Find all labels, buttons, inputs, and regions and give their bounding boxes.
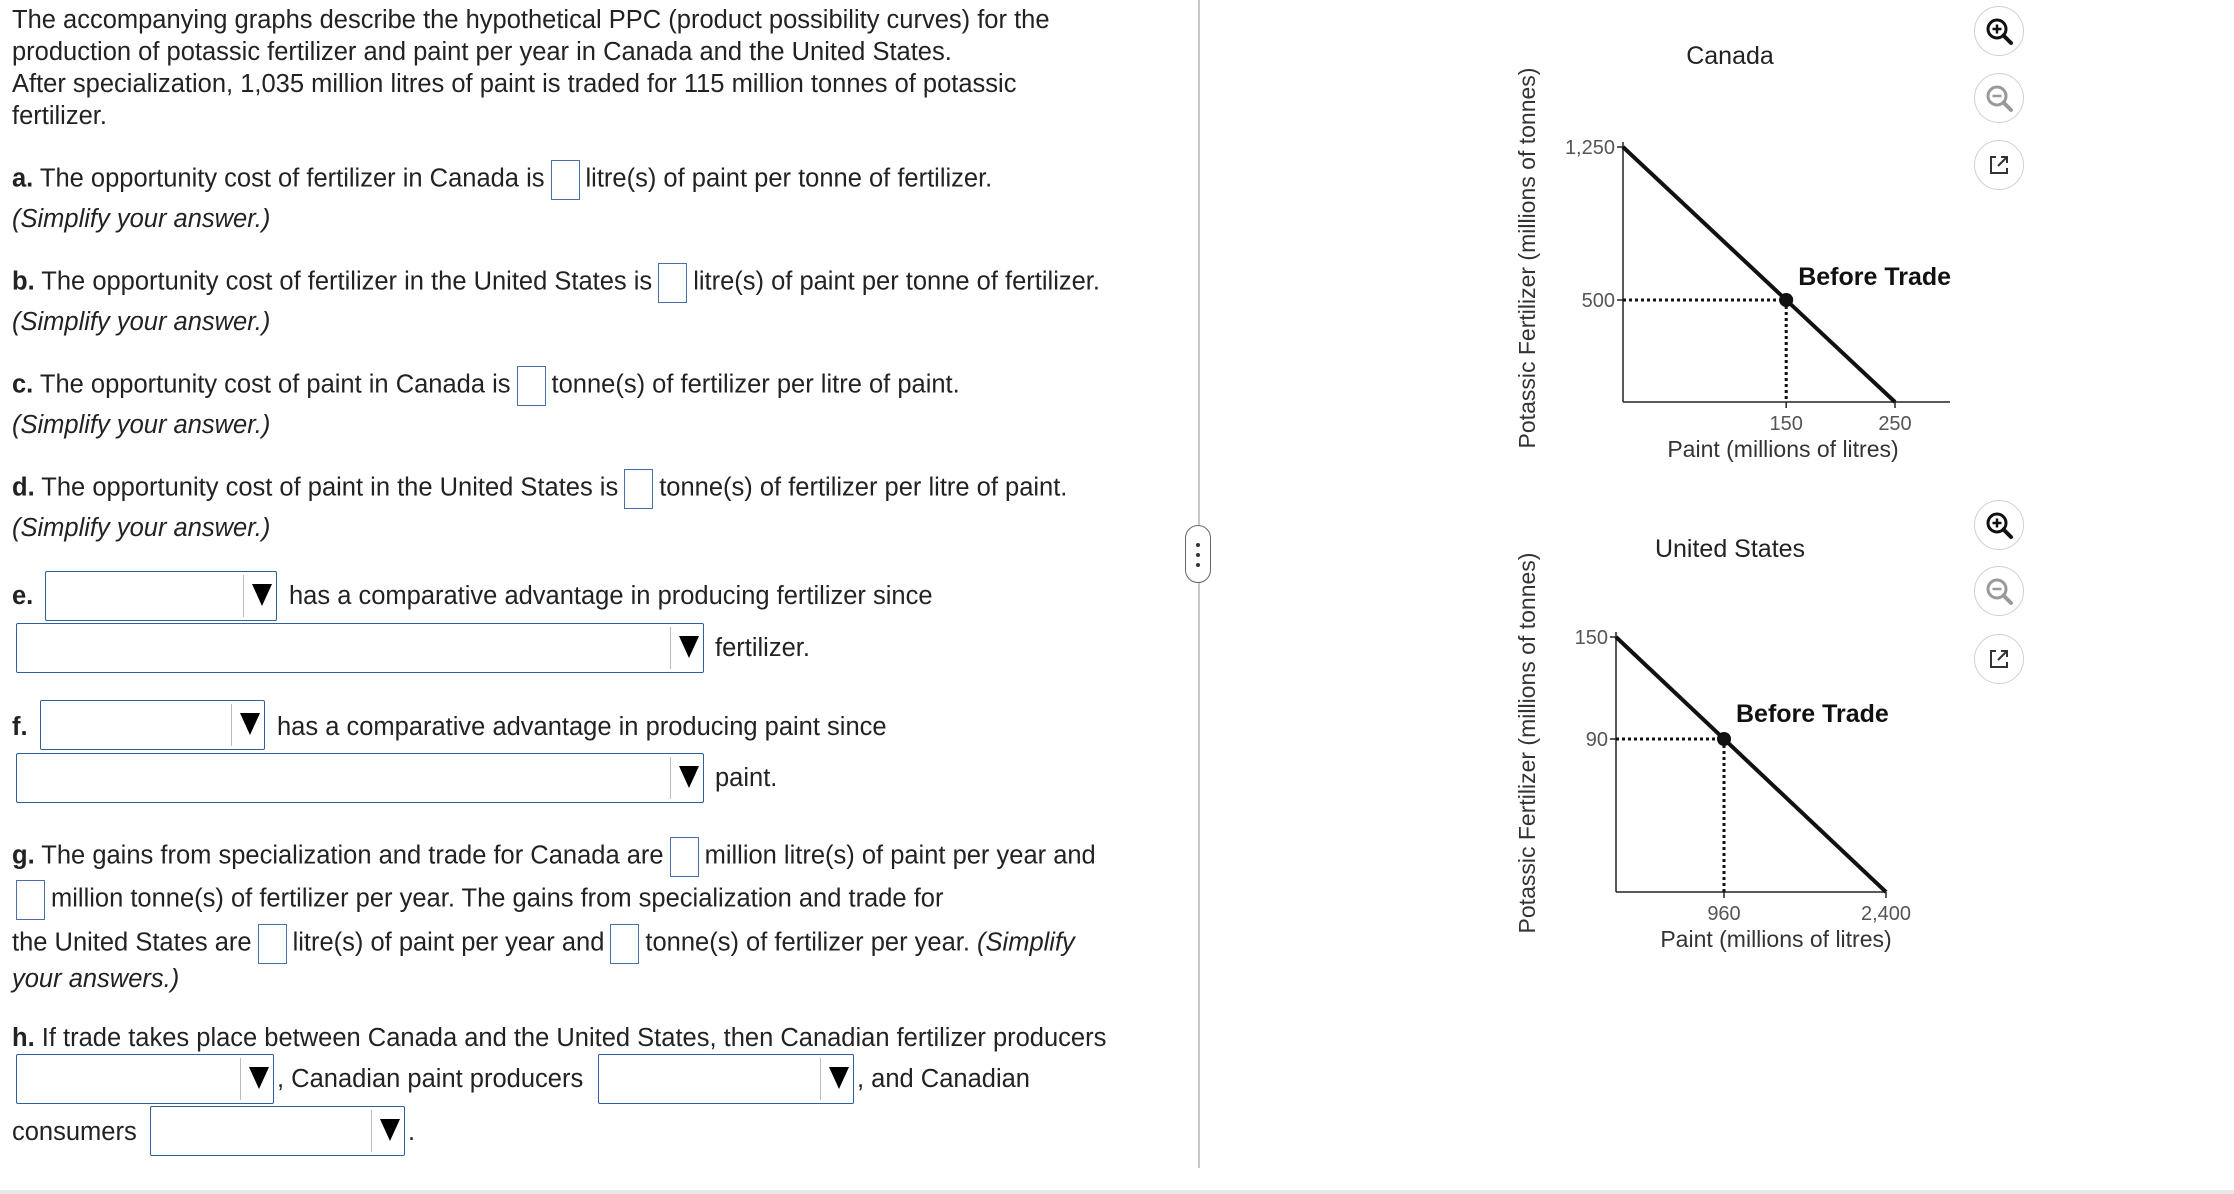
part-f-text: has a comparative advantage in producing paint since [277, 713, 887, 741]
part-b-label: b. [12, 267, 35, 296]
canada-fertilizer-gain-input[interactable] [16, 880, 45, 920]
chevron-down-icon [679, 636, 699, 658]
external-link-icon [1984, 150, 2014, 180]
y-axis-label: Potassic Fertilizer (millions of tonnes) [1514, 67, 1540, 449]
part-g-text-3: million tonne(s) of fertilizer per year. The gains from specialization and trade for [51, 884, 944, 913]
zoom-in-icon [1984, 16, 2014, 46]
part-g-text-6: tonne(s) of fertilizer per year. [645, 928, 970, 957]
chevron-down-icon [679, 766, 699, 788]
part-h-text-1: If trade takes place between Canada and the United States, then Canadian fertilizer producers [41, 1024, 1107, 1052]
part-b-text-after: litre(s) of paint per tonne of fertilizer. [693, 267, 1100, 296]
part-e-text: has a comparative advantage in producing fertilizer since [289, 582, 933, 610]
part-d-text-before: The opportunity cost of paint in the United States is [41, 473, 619, 502]
paint-producers-select[interactable] [598, 1054, 854, 1104]
part-g-row-1 [12, 837, 1096, 877]
part-b-text-before: The opportunity cost of fertilizer in the United States is [41, 267, 653, 296]
chevron-down-icon [829, 1067, 849, 1089]
part-b-answer-input[interactable] [658, 263, 687, 303]
part-c-hint: (Simplify your answer.) [12, 411, 271, 439]
intro-line-4: fertilizer. [12, 102, 107, 130]
part-c-text-before: The opportunity cost of paint in Canada is [39, 370, 511, 399]
us-zoom-out-button[interactable] [1974, 566, 2024, 616]
x-tick-label: 150 [1769, 413, 1803, 435]
intro-line-3: After specialization, 1,035 million litres of paint is traded for 115 million tonnes of potassic [12, 70, 1017, 98]
x-tick-label: 250 [1878, 413, 1912, 435]
chevron-down-icon [252, 584, 272, 606]
part-g-row-2 [12, 880, 943, 920]
chevron-down-icon [240, 713, 260, 735]
fertilizer-producers-select[interactable] [16, 1054, 274, 1104]
us-paint-gain-input[interactable] [258, 924, 287, 964]
part-a-text-after: litre(s) of paint per tonne of fertilizer. [585, 164, 993, 193]
us-zoom-in-button[interactable] [1974, 500, 2024, 550]
intro-line-1: The accompanying graphs describe the hypothetical PPC (product possibility curves) for the [12, 6, 1050, 34]
chart-title: Canada [1686, 42, 1774, 70]
part-b-row [12, 263, 1100, 303]
part-g-text-7: (Simplify [977, 928, 1075, 957]
chart-title: United States [1654, 535, 1806, 563]
part-b-hint: (Simplify your answer.) [12, 308, 271, 336]
part-a-text-before: The opportunity cost of fertilizer in Canada is [39, 164, 545, 193]
chevron-down-icon [249, 1067, 269, 1089]
part-c-row [12, 366, 960, 406]
canada-ppc-chart [1500, 20, 2000, 480]
x-tick-label: 2,400 [1860, 903, 1912, 925]
part-c-text-after: tonne(s) of fertilizer per litre of paint. [551, 370, 960, 399]
us-popout-button[interactable] [1974, 634, 2024, 684]
canada-zoom-out-button[interactable] [1974, 73, 2024, 123]
part-d-answer-input[interactable] [624, 469, 653, 509]
part-g-hint: your answers.) [12, 965, 180, 993]
intro-line-2: production of potassic fertilizer and paint per year in Canada and the United States. [12, 38, 952, 66]
part-e-reason-select[interactable] [16, 623, 704, 673]
ppc-line [1616, 637, 1886, 892]
part-e-country-select[interactable] [45, 571, 277, 621]
before-trade-label: Before Trade [1736, 700, 1889, 728]
y-tick-label: 500 [1581, 290, 1615, 312]
y-axis-label: Potassic Fertilizer (millions of tonnes) [1514, 552, 1540, 934]
before-trade-label: Before Trade [1798, 263, 1952, 291]
pane-divider [1198, 0, 1200, 1168]
part-d-hint: (Simplify your answer.) [12, 514, 271, 542]
part-a-row [12, 160, 992, 200]
zoom-out-icon [1984, 576, 2014, 606]
part-d-label: d. [12, 473, 35, 502]
part-g-label: g. [12, 841, 35, 870]
part-g-text-1: The gains from specialization and trade for Canada are [41, 841, 664, 870]
part-f-label: f. [12, 713, 28, 741]
part-h-text-4: consumers [12, 1118, 137, 1146]
part-h-label: h. [12, 1024, 35, 1052]
y-tick-label: 90 [1585, 729, 1608, 751]
part-a-label: a. [12, 164, 34, 193]
x-tick-label: 960 [1707, 903, 1741, 925]
part-a-answer-input[interactable] [551, 160, 580, 200]
x-axis-label: Paint (millions of litres) [1667, 436, 1899, 462]
canada-paint-gain-input[interactable] [670, 837, 699, 877]
before-trade-point [1779, 293, 1793, 307]
canada-popout-button[interactable] [1974, 140, 2024, 190]
part-g-text-5: litre(s) of paint per year and [292, 928, 605, 957]
part-h-text-2: , Canadian paint producers [277, 1065, 584, 1093]
chevron-down-icon [380, 1119, 400, 1141]
zoom-in-icon [1984, 510, 2014, 540]
canada-zoom-in-button[interactable] [1974, 6, 2024, 56]
before-trade-point [1717, 732, 1731, 746]
external-link-icon [1984, 644, 2014, 674]
zoom-out-icon [1984, 83, 2014, 113]
us-ppc-chart [1500, 515, 2000, 975]
consumers-select[interactable] [150, 1106, 405, 1156]
part-e-label: e. [12, 582, 34, 610]
part-h-text-3: , and Canadian [857, 1065, 1030, 1093]
bottom-border [0, 1190, 2234, 1194]
part-h-text-5: . [408, 1118, 416, 1146]
part-d-row [12, 469, 1067, 509]
y-tick-label: 1,250 [1564, 137, 1615, 159]
part-f-end-text: paint. [715, 764, 778, 792]
part-h-row-1 [12, 1022, 1106, 1054]
part-d-text-after: tonne(s) of fertilizer per litre of paint. [659, 473, 1068, 502]
part-c-label: c. [12, 370, 34, 399]
part-e-end-text: fertilizer. [715, 634, 810, 662]
x-axis-label: Paint (millions of litres) [1660, 926, 1892, 952]
part-g-text-4: the United States are [12, 928, 252, 957]
part-f-reason-select[interactable] [16, 753, 704, 803]
part-g-text-2: million litre(s) of paint per year and [704, 841, 1096, 870]
part-a-hint: (Simplify your answer.) [12, 205, 271, 233]
part-g-row-3 [12, 924, 1075, 964]
y-tick-label: 150 [1574, 627, 1608, 649]
part-f-country-select[interactable] [40, 700, 265, 750]
pane-resize-handle[interactable] [1185, 525, 1211, 583]
us-fertilizer-gain-input[interactable] [610, 924, 639, 964]
part-c-answer-input[interactable] [517, 366, 546, 406]
